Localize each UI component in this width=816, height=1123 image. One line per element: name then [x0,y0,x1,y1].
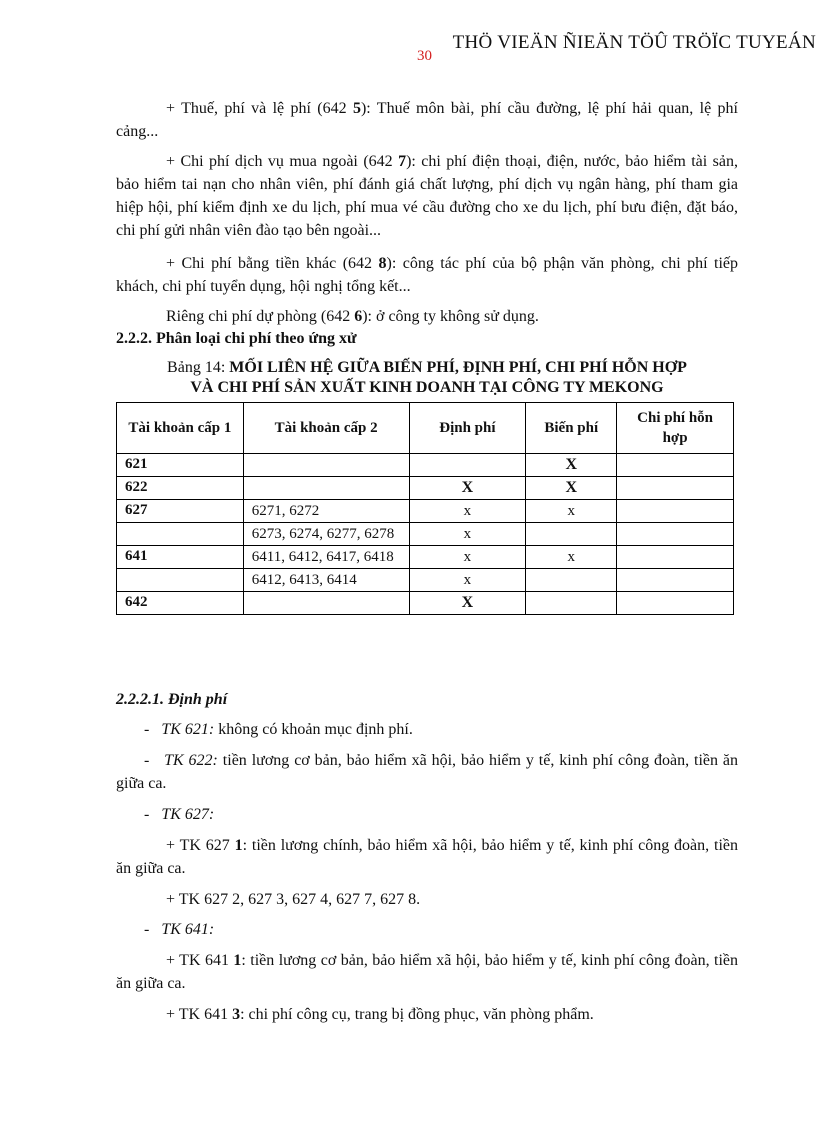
table-cell: x [409,523,526,546]
table-cell: X [409,592,526,615]
table-cell: 642 [117,592,244,615]
table-cell: 6412, 6413, 6414 [243,569,409,592]
table-caption: Bảng 14: MỐI LIÊN HỆ GIỮA BIẾN PHÍ, ĐỊNH PHÍ, CHI PHÍ HỖN HỢP VÀ CHI PHÍ SẢN XUẤT KINH DOANH TẠI CÔNG TY MEKONG [167,359,687,396]
table-cell [243,592,409,615]
table-cell [117,569,244,592]
table-row [117,569,734,592]
table-row [117,454,734,477]
header-title: THÖ VIEÄN ÑIEÄN TÖÛ TRÖÏC TUYEÁN [452,32,816,53]
section-heading: 2.2.2. Phân loại chi phí theo ứng xử [116,330,357,347]
table-row [117,546,734,569]
table-cell [617,500,734,523]
list-item-tk622: - TK 622: tiền lương cơ bản, bảo hiểm xã hội, bảo hiểm y tế, kinh phí công đoàn, tiền ăn giữa ca. [116,752,739,792]
list-item-tk6413: + TK 641 3: chi phí công cụ, trang bị đồng phục, văn phòng phẩm. [166,1006,594,1023]
list-item-tk641: - TK 641: [144,921,215,938]
subsection-heading: 2.2.2.1. Định phí [116,691,228,708]
table-cell: 6411, 6412, 6417, 6418 [243,546,409,569]
table-header-row [117,403,734,454]
table-cell [409,454,526,477]
paragraph-taxes: + Thuế, phí và lệ phí (642 5): Thuế môn bài, phí cầu đường, lệ phí hải quan, lệ phí cảng... [116,100,738,140]
table-cell [243,454,409,477]
table-cell: 621 [117,454,244,477]
table-cell [617,546,734,569]
table-cell: X [526,454,617,477]
table-cell [617,477,734,500]
list-item-tk621: - TK 621: không có khoản mục định phí. [144,721,413,738]
table-cell: 6271, 6272 [243,500,409,523]
table-row [117,477,734,500]
table-cell [617,569,734,592]
table-cell: x [409,569,526,592]
paragraph-outsourced-services: + Chi phí dịch vụ mua ngoài (642 7): chi phí điện thoại, điện, nước, bảo hiểm tài sản, bảo hiểm tai nạn cho nhân viên, phí đánh giá chất lượng, phí dịch vụ ngân hàng, phí tham gia hiệp hội, phí kiểm định xe du lịch, phí mua vé cầu đường cho xe du lịch, phí bưu điện, đặt báo, chi phí gửi nhân viên đào tạo bên ngoài... [116,153,739,239]
cost-behavior-table [116,402,734,615]
table-row [117,500,734,523]
table-cell: X [409,477,526,500]
list-item-tk627: - TK 627: [144,806,215,823]
paragraph-provision: Riêng chi phí dự phòng (642 6): ở công ty không sử dụng. [166,308,539,325]
table-row [117,523,734,546]
table-row [117,592,734,615]
page-number: 30 [417,48,432,64]
table-header-cell: Chi phí hỗn hợp [617,403,734,454]
table-cell [243,477,409,500]
table-cell: x [526,546,617,569]
table-header-cell: Định phí [409,403,526,454]
table-cell: x [409,500,526,523]
list-item-tk6411: + TK 641 1: tiền lương cơ bản, bảo hiểm xã hội, bảo hiểm y tế, kinh phí công đoàn, tiền ăn giữa ca. [116,952,739,992]
table-header-cell: Tài khoản cấp 2 [243,403,409,454]
table-cell: 627 [117,500,244,523]
table-cell: 6273, 6274, 6277, 6278 [243,523,409,546]
paragraph-other-cash-costs: + Chi phí bằng tiền khác (642 8): công tác phí của bộ phận văn phòng, chi phí tiếp khách, chi phí tuyển dụng, hội nghị tổng kết... [116,255,739,295]
table-cell: x [409,546,526,569]
table-cell [526,523,617,546]
table-cell: 622 [117,477,244,500]
list-item-tk6271: + TK 627 1: tiền lương chính, bảo hiểm xã hội, bảo hiểm y tế, kinh phí công đoàn, tiền ăn giữa ca. [116,837,738,877]
table-cell [526,592,617,615]
table-cell [117,523,244,546]
table-header-cell: Biến phí [526,403,617,454]
table-cell [617,592,734,615]
table-cell [526,569,617,592]
table-cell: 641 [117,546,244,569]
table-cell [617,523,734,546]
table-cell: X [526,477,617,500]
list-item-tk627-others: + TK 627 2, 627 3, 627 4, 627 7, 627 8. [166,891,421,908]
table-header-cell: Tài khoản cấp 1 [117,403,244,454]
table-cell: x [526,500,617,523]
table-cell [617,454,734,477]
